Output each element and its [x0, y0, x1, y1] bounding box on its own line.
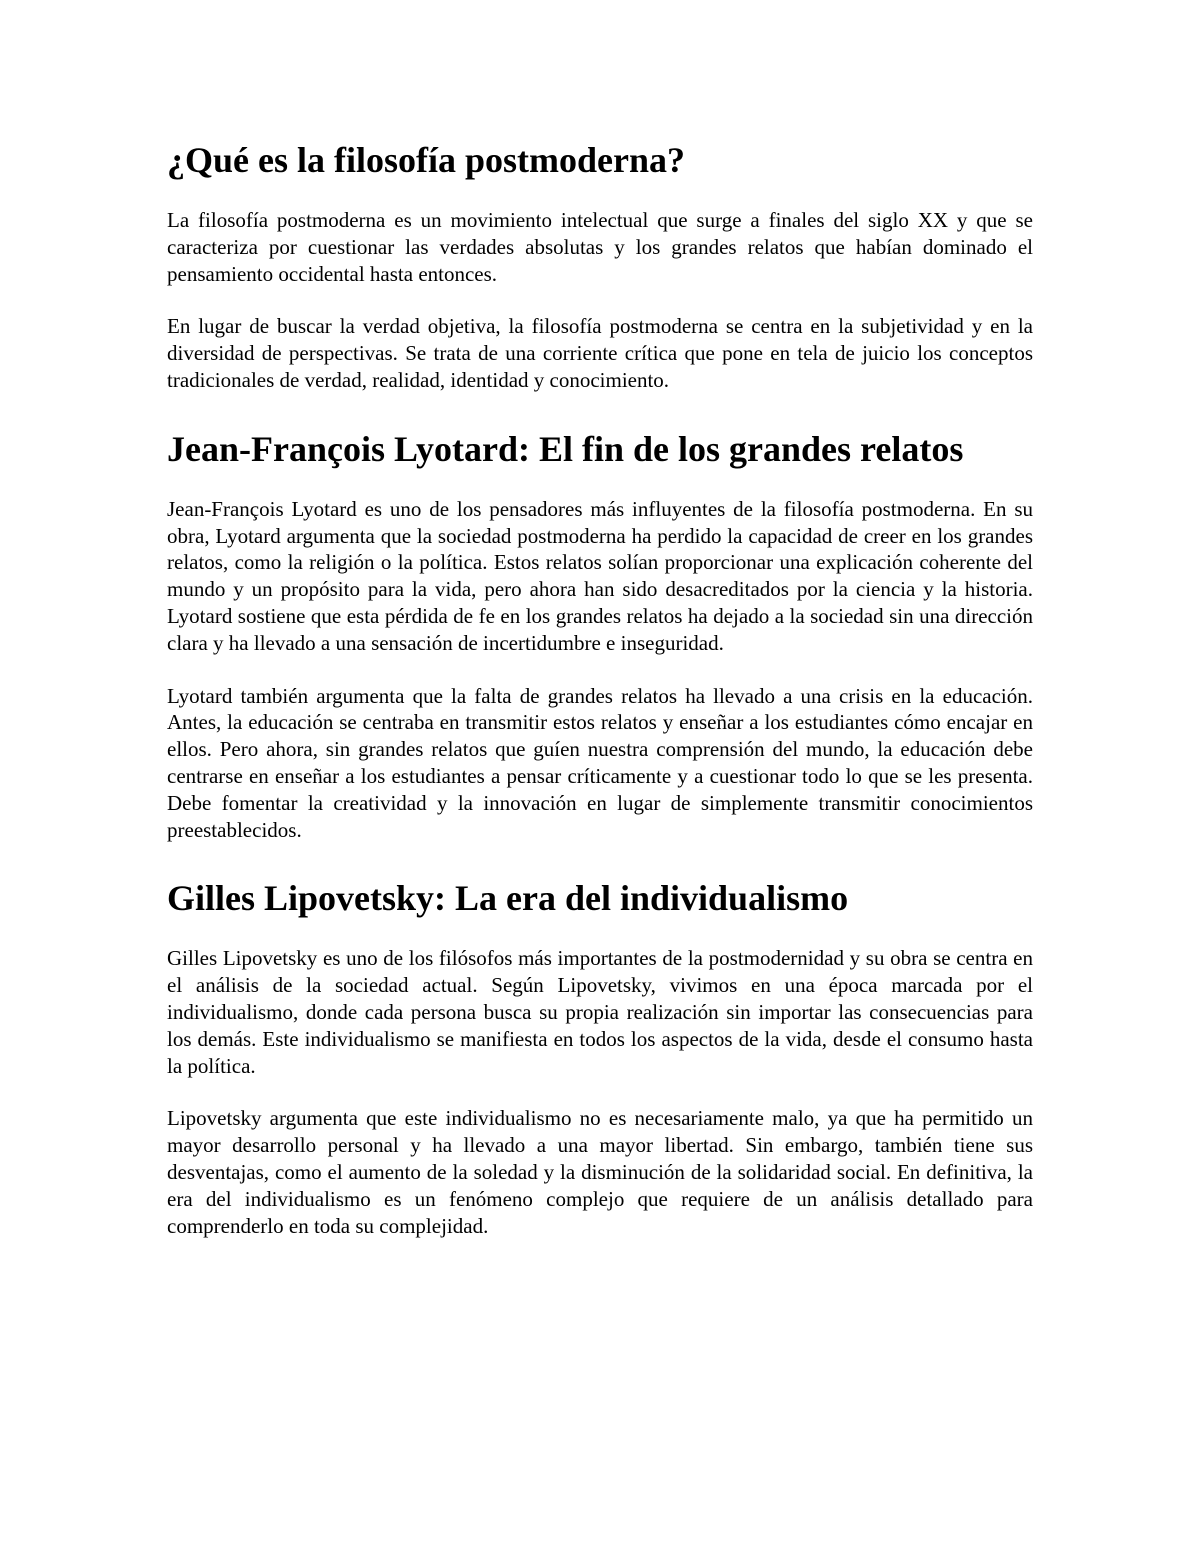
paragraph: Lyotard también argumenta que la falta de grandes relatos ha llevado a una crisis en la educación. Antes, la educación se centraba en transmitir estos relatos y enseñar a los estudiantes cómo encajar en ellos. Pero ahora, sin grandes relatos que guíen nuestra comprensión del mundo, la educación debe centrarse en enseñar a los estudiantes a pensar críticamente y a cuestionar todo lo que se les presenta. Debe fomentar la creatividad y la innovación en lugar de simplemente transmitir conocimientos preestablecidos. — [167, 683, 1033, 842]
paragraph: Gilles Lipovetsky es uno de los filósofos más importantes de la postmodernidad y su obra se centra en el análisis de la sociedad actual. Según Lipovetsky, vivimos en una época marcada por el individualismo, donde cada persona busca su propia realización sin importar las consecuencias para los demás. Este individualismo se manifiesta en todos los aspectos de la vida, desde el consumo hasta la política. — [167, 946, 1033, 1078]
section-heading: Jean-François Lyotard: El fin de los grandes relatos — [167, 428, 964, 469]
paragraph: La filosofía postmoderna es un movimiento intelectual que surge a finales del siglo XX y que se caracteriza por cuestionar las verdades absolutas y los grandes relatos que habían dominado el pensamiento occidental hasta entonces. — [167, 208, 1033, 286]
section-heading: Gilles Lipovetsky: La era del individualismo — [167, 878, 849, 919]
paragraph: Lipovetsky argumenta que este individualismo no es necesariamente malo, ya que ha permitido un mayor desarrollo personal y ha llevado a una mayor libertad. Sin embargo, también tiene sus desventajas, como el aumento de la soledad y la disminución de la solidaridad social. En definitiva, la era del individualismo es un fenómeno complejo que requiere de un análisis detallado para comprenderlo en toda su complejidad. — [167, 1106, 1033, 1238]
section-heading: ¿Qué es la filosofía postmoderna? — [167, 140, 685, 180]
document-page — [167, 138, 1033, 1239]
paragraph: En lugar de buscar la verdad objetiva, la filosofía postmoderna se centra en la subjetividad y en la diversidad de perspectivas. Se trata de una corriente crítica que pone en tela de juicio los conceptos tradicionales de verdad, realidad, identidad y conocimiento. — [167, 314, 1033, 392]
paragraph: Jean-François Lyotard es uno de los pensadores más influyentes de la filosofía postmoderna. En su obra, Lyotard argumenta que la sociedad postmoderna ha perdido la capacidad de creer en los grandes relatos, como la religión o la política. Estos relatos solían proporcionar una explicación coherente del mundo y un propósito para la vida, pero ahora han sido desacreditados por la ciencia y la historia. Lyotard sostiene que esta pérdida de fe en los grandes relatos ha dejado a la sociedad sin una dirección clara y ha llevado a una sensación de incertidumbre e inseguridad. — [167, 496, 1033, 655]
